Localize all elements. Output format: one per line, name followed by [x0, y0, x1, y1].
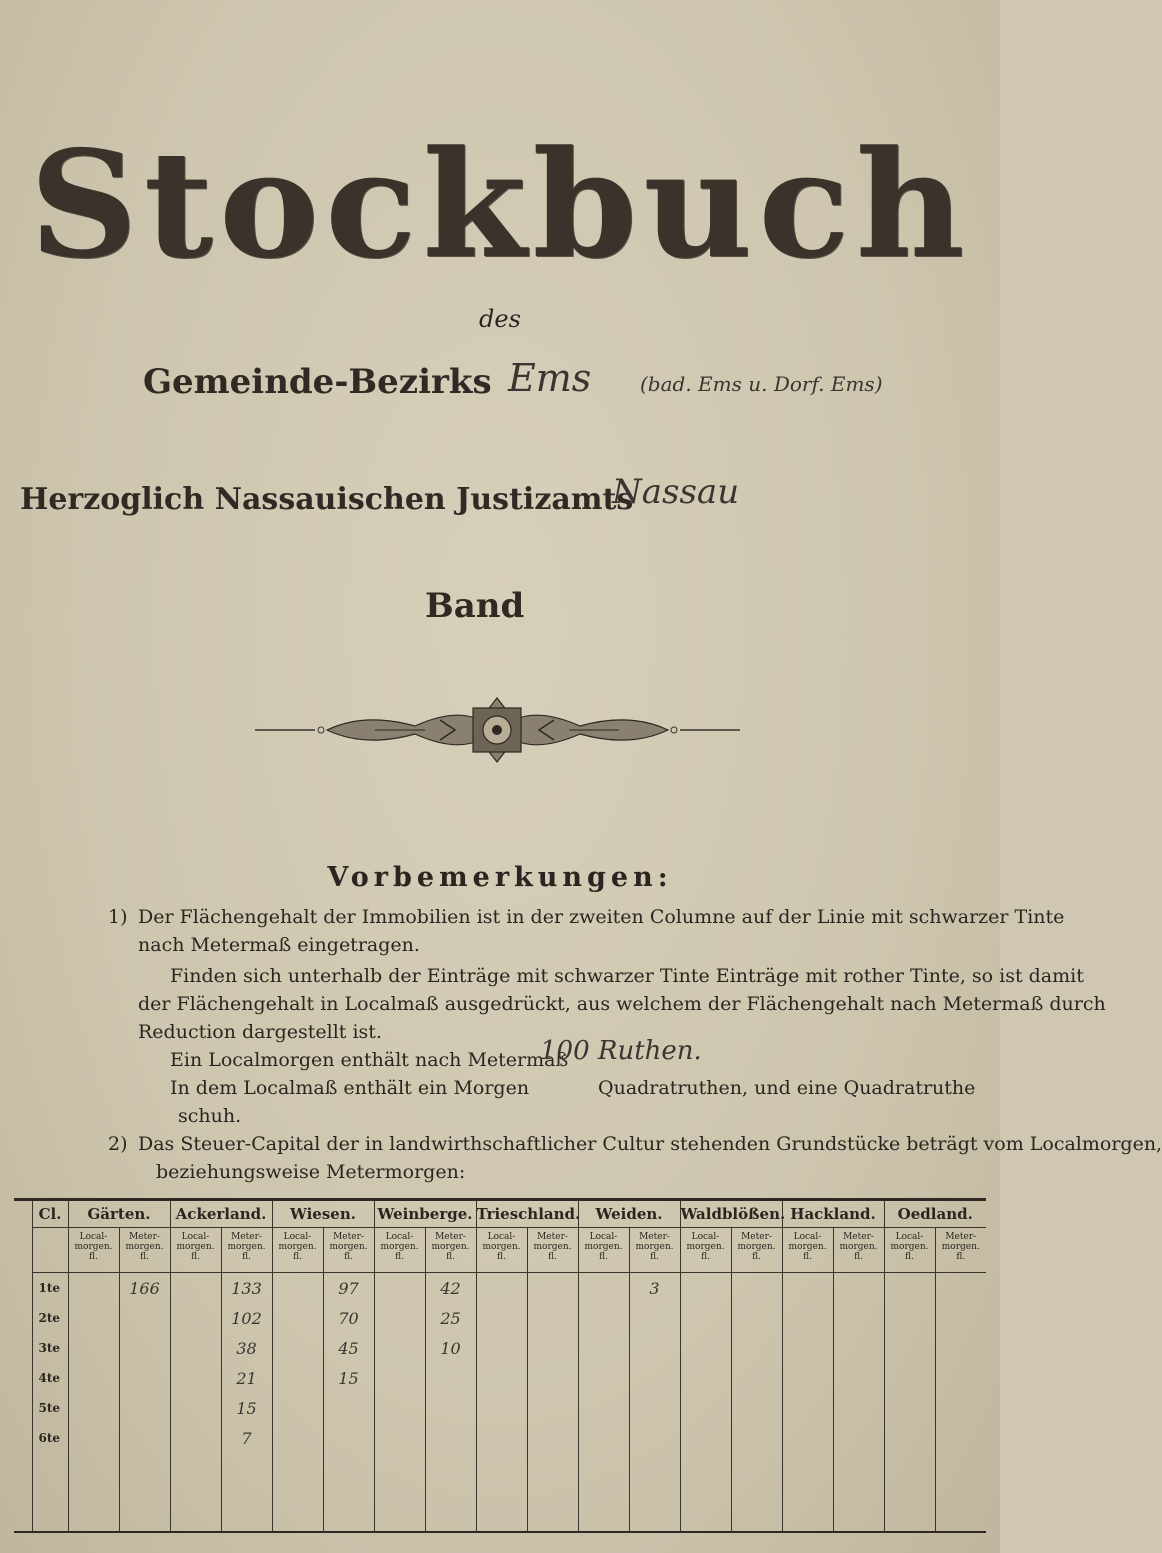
table-left-margin [14, 1303, 32, 1333]
rate-cell [578, 1273, 629, 1304]
group-header: Weinberge. [374, 1200, 476, 1228]
rate-cell [680, 1273, 731, 1304]
rate-cell [374, 1423, 425, 1453]
rate-cell [833, 1393, 884, 1423]
table-left-margin [14, 1363, 32, 1393]
empty-cell [32, 1453, 68, 1532]
rate-cell [731, 1333, 782, 1363]
group-header: Wiesen. [272, 1200, 374, 1228]
rate-cell: 15 [323, 1363, 374, 1393]
class-label: 4te [32, 1363, 68, 1393]
rate-cell [833, 1303, 884, 1333]
rate-cell [782, 1393, 833, 1423]
empty-cell [170, 1453, 221, 1532]
rate-cell [323, 1393, 374, 1423]
rate-cell [374, 1273, 425, 1304]
rate-cell [119, 1363, 170, 1393]
rate-cell [884, 1333, 935, 1363]
empty-cell [833, 1453, 884, 1532]
rate-cell [527, 1333, 578, 1363]
sub-header-localmorgen: Local- morgen. fl. [782, 1228, 833, 1273]
rate-cell [527, 1273, 578, 1304]
empty-cell [476, 1453, 527, 1532]
rate-cell [527, 1363, 578, 1393]
rate-cell [782, 1423, 833, 1453]
sub-header-metermorgen: Meter- morgen. fl. [323, 1228, 374, 1273]
sub-header-metermorgen: Meter- morgen. fl. [527, 1228, 578, 1273]
rate-cell [170, 1363, 221, 1393]
rate-cell [833, 1333, 884, 1363]
rate-cell: 133 [221, 1273, 272, 1304]
rate-cell [119, 1423, 170, 1453]
remark-1-line-2: nach Metermaß eingetragen. [138, 934, 420, 956]
empty-cell [374, 1453, 425, 1532]
rate-cell [68, 1363, 119, 1393]
rate-cell [170, 1273, 221, 1304]
empty-cell [14, 1453, 32, 1532]
rate-cell [323, 1423, 374, 1453]
rate-cell [731, 1393, 782, 1423]
ornament-divider [255, 690, 740, 770]
rate-cell [935, 1273, 986, 1304]
rate-cell [680, 1363, 731, 1393]
rate-cell [425, 1363, 476, 1393]
remark-1-line-6-handwritten: 100 Ruthen. [540, 1036, 702, 1066]
rate-cell: 21 [221, 1363, 272, 1393]
gemeinde-label: Gemeinde-Bezirks [143, 362, 492, 402]
rate-cell [272, 1303, 323, 1333]
empty-cell [884, 1453, 935, 1532]
rate-cell [833, 1423, 884, 1453]
rate-cell [272, 1423, 323, 1453]
table-class-subheader [32, 1228, 68, 1273]
rate-cell: 45 [323, 1333, 374, 1363]
rate-cell [68, 1303, 119, 1333]
rate-cell [578, 1303, 629, 1333]
rate-cell: 7 [221, 1423, 272, 1453]
rate-cell [272, 1363, 323, 1393]
table-row [14, 1333, 986, 1363]
rate-cell [68, 1273, 119, 1304]
rate-cell: 38 [221, 1333, 272, 1363]
table-filler-row [14, 1453, 986, 1532]
rate-cell [680, 1393, 731, 1423]
rate-cell [374, 1333, 425, 1363]
remark-1-line-4: der Flächengehalt in Localmaß ausgedrückt, aus welchem der Flächengehalt nach Metermaß durch [138, 993, 1106, 1015]
rate-cell [731, 1273, 782, 1304]
rate-cell [68, 1333, 119, 1363]
rate-cell [935, 1423, 986, 1453]
sub-header-metermorgen: Meter- morgen. fl. [731, 1228, 782, 1273]
rate-cell [272, 1333, 323, 1363]
sub-header-metermorgen: Meter- morgen. fl. [119, 1228, 170, 1273]
rate-cell [527, 1303, 578, 1333]
rate-cell [884, 1303, 935, 1333]
remark-1-number: 1) [108, 906, 128, 928]
table-left-margin [14, 1200, 32, 1228]
empty-cell [119, 1453, 170, 1532]
rate-cell [731, 1423, 782, 1453]
rate-cell [272, 1393, 323, 1423]
rate-cell: 70 [323, 1303, 374, 1333]
remark-1-line-7b: Quadratruthen, und eine Quadratruthe [598, 1077, 976, 1099]
rate-cell [833, 1273, 884, 1304]
sub-header-localmorgen: Local- morgen. fl. [884, 1228, 935, 1273]
rate-cell [374, 1363, 425, 1393]
sub-header-metermorgen: Meter- morgen. fl. [629, 1228, 680, 1273]
group-header: Trieschland. [476, 1200, 578, 1228]
rate-cell [680, 1303, 731, 1333]
rate-cell [782, 1333, 833, 1363]
sub-header-localmorgen: Local- morgen. fl. [680, 1228, 731, 1273]
rate-cell: 25 [425, 1303, 476, 1333]
rate-cell [578, 1393, 629, 1423]
rate-cell [425, 1423, 476, 1453]
gemeinde-note: (bad. Ems u. Dorf. Ems) [640, 372, 883, 396]
remarks-heading: Vorbemerkungen: [327, 862, 673, 893]
rate-cell [68, 1423, 119, 1453]
rate-cell [629, 1393, 680, 1423]
empty-cell [629, 1453, 680, 1532]
sub-header-localmorgen: Local- morgen. fl. [374, 1228, 425, 1273]
rate-cell: 102 [221, 1303, 272, 1333]
rate-cell [476, 1423, 527, 1453]
group-header: Oedland. [884, 1200, 986, 1228]
remark-1-line-7a: In dem Localmaß enthält ein Morgen [170, 1077, 530, 1099]
amt-label: Herzoglich Nassauischen Justizamts [20, 482, 634, 517]
rate-cell [170, 1333, 221, 1363]
rate-cell [884, 1393, 935, 1423]
sub-header-localmorgen: Local- morgen. fl. [170, 1228, 221, 1273]
rate-cell [476, 1303, 527, 1333]
rate-cell [629, 1423, 680, 1453]
remark-1-line-5: Reduction dargestellt ist. [138, 1021, 382, 1043]
table-row [14, 1303, 986, 1333]
rate-cell [884, 1363, 935, 1393]
rate-cell [374, 1393, 425, 1423]
rate-cell [578, 1333, 629, 1363]
table-left-margin [14, 1423, 32, 1453]
group-header: Weiden. [578, 1200, 680, 1228]
table-left-margin [14, 1273, 32, 1304]
rate-cell [884, 1273, 935, 1304]
rate-cell [119, 1333, 170, 1363]
band-label: Band [425, 586, 525, 626]
amt-value: Nassau [612, 472, 740, 512]
remark-2-line-2: beziehungsweise Metermorgen: [156, 1161, 466, 1183]
table-row [14, 1393, 986, 1423]
table-class-header: Cl. [32, 1200, 68, 1228]
remark-1-line-6: Ein Localmorgen enthält nach Metermaß [170, 1049, 569, 1071]
empty-cell [272, 1453, 323, 1532]
sub-header-localmorgen: Local- morgen. fl. [476, 1228, 527, 1273]
remark-1-line-1: Der Flächengehalt der Immobilien ist in der zweiten Columne auf der Linie mit schwarzer Tinte [138, 906, 1065, 928]
des-word: des [479, 305, 521, 333]
gemeinde-value: Ems [508, 356, 592, 400]
class-label: 6te [32, 1423, 68, 1453]
table-row [14, 1423, 986, 1453]
group-header: Gärten. [68, 1200, 170, 1228]
rate-cell [578, 1423, 629, 1453]
rate-cell: 97 [323, 1273, 374, 1304]
rate-cell [476, 1273, 527, 1304]
rate-cell [935, 1333, 986, 1363]
group-header: Hackland. [782, 1200, 884, 1228]
remark-1-line-8: schuh. [178, 1105, 242, 1127]
rate-cell [527, 1423, 578, 1453]
class-label: 5te [32, 1393, 68, 1423]
rate-cell [170, 1423, 221, 1453]
rate-cell: 10 [425, 1333, 476, 1363]
rate-cell [782, 1363, 833, 1393]
rate-cell [629, 1303, 680, 1333]
sub-header-metermorgen: Meter- morgen. fl. [221, 1228, 272, 1273]
rate-cell [935, 1363, 986, 1393]
rate-cell [476, 1363, 527, 1393]
rate-cell [833, 1363, 884, 1393]
table-left-margin [14, 1333, 32, 1363]
empty-cell [527, 1453, 578, 1532]
rate-cell [680, 1423, 731, 1453]
class-label: 1te [32, 1273, 68, 1304]
sub-header-localmorgen: Local- morgen. fl. [272, 1228, 323, 1273]
rate-cell [170, 1393, 221, 1423]
sub-header-metermorgen: Meter- morgen. fl. [425, 1228, 476, 1273]
empty-cell [221, 1453, 272, 1532]
group-header: Waldblößen. [680, 1200, 782, 1228]
rate-cell: 3 [629, 1273, 680, 1304]
table-row [14, 1363, 986, 1393]
document-title: Stockbuch [29, 118, 971, 292]
rate-cell [731, 1303, 782, 1333]
group-header: Ackerland. [170, 1200, 272, 1228]
rate-cell: 15 [221, 1393, 272, 1423]
empty-cell [935, 1453, 986, 1532]
rate-cell [170, 1303, 221, 1333]
rate-cell [629, 1333, 680, 1363]
table-left-margin [14, 1393, 32, 1423]
table-left-margin [14, 1228, 32, 1273]
empty-cell [578, 1453, 629, 1532]
rate-cell [425, 1393, 476, 1423]
remark-2-line-1: Das Steuer-Capital der in landwirthschaftlicher Cultur stehenden Grundstücke beträgt vom Localmorgen, [138, 1133, 1162, 1155]
empty-cell [425, 1453, 476, 1532]
rate-cell [68, 1393, 119, 1423]
class-label: 3te [32, 1333, 68, 1363]
sub-header-metermorgen: Meter- morgen. fl. [833, 1228, 884, 1273]
rate-cell [476, 1393, 527, 1423]
rate-cell [272, 1273, 323, 1304]
class-label: 2te [32, 1303, 68, 1333]
empty-cell [731, 1453, 782, 1532]
rate-cell [119, 1393, 170, 1423]
rate-cell [680, 1333, 731, 1363]
sub-header-localmorgen: Local- morgen. fl. [68, 1228, 119, 1273]
rate-cell [782, 1273, 833, 1304]
empty-cell [68, 1453, 119, 1532]
sub-header-metermorgen: Meter- morgen. fl. [935, 1228, 986, 1273]
rate-cell [527, 1393, 578, 1423]
remark-1-line-3: Finden sich unterhalb der Einträge mit schwarzer Tinte Einträge mit rother Tinte, so ist damit [170, 965, 1084, 987]
rate-cell [629, 1363, 680, 1393]
rate-cell [476, 1333, 527, 1363]
table-row [14, 1273, 986, 1304]
rate-cell [782, 1303, 833, 1333]
rate-cell [578, 1363, 629, 1393]
rate-cell [119, 1303, 170, 1333]
rate-cell: 42 [425, 1273, 476, 1304]
remark-2-number: 2) [108, 1133, 128, 1155]
sub-header-localmorgen: Local- morgen. fl. [578, 1228, 629, 1273]
rate-cell [935, 1303, 986, 1333]
empty-cell [680, 1453, 731, 1532]
rate-cell [884, 1423, 935, 1453]
empty-cell [323, 1453, 374, 1532]
rate-cell [731, 1363, 782, 1393]
tax-rate-table [14, 1198, 986, 1533]
rate-cell [935, 1393, 986, 1423]
empty-cell [782, 1453, 833, 1532]
rate-cell: 166 [119, 1273, 170, 1304]
rate-cell [374, 1303, 425, 1333]
